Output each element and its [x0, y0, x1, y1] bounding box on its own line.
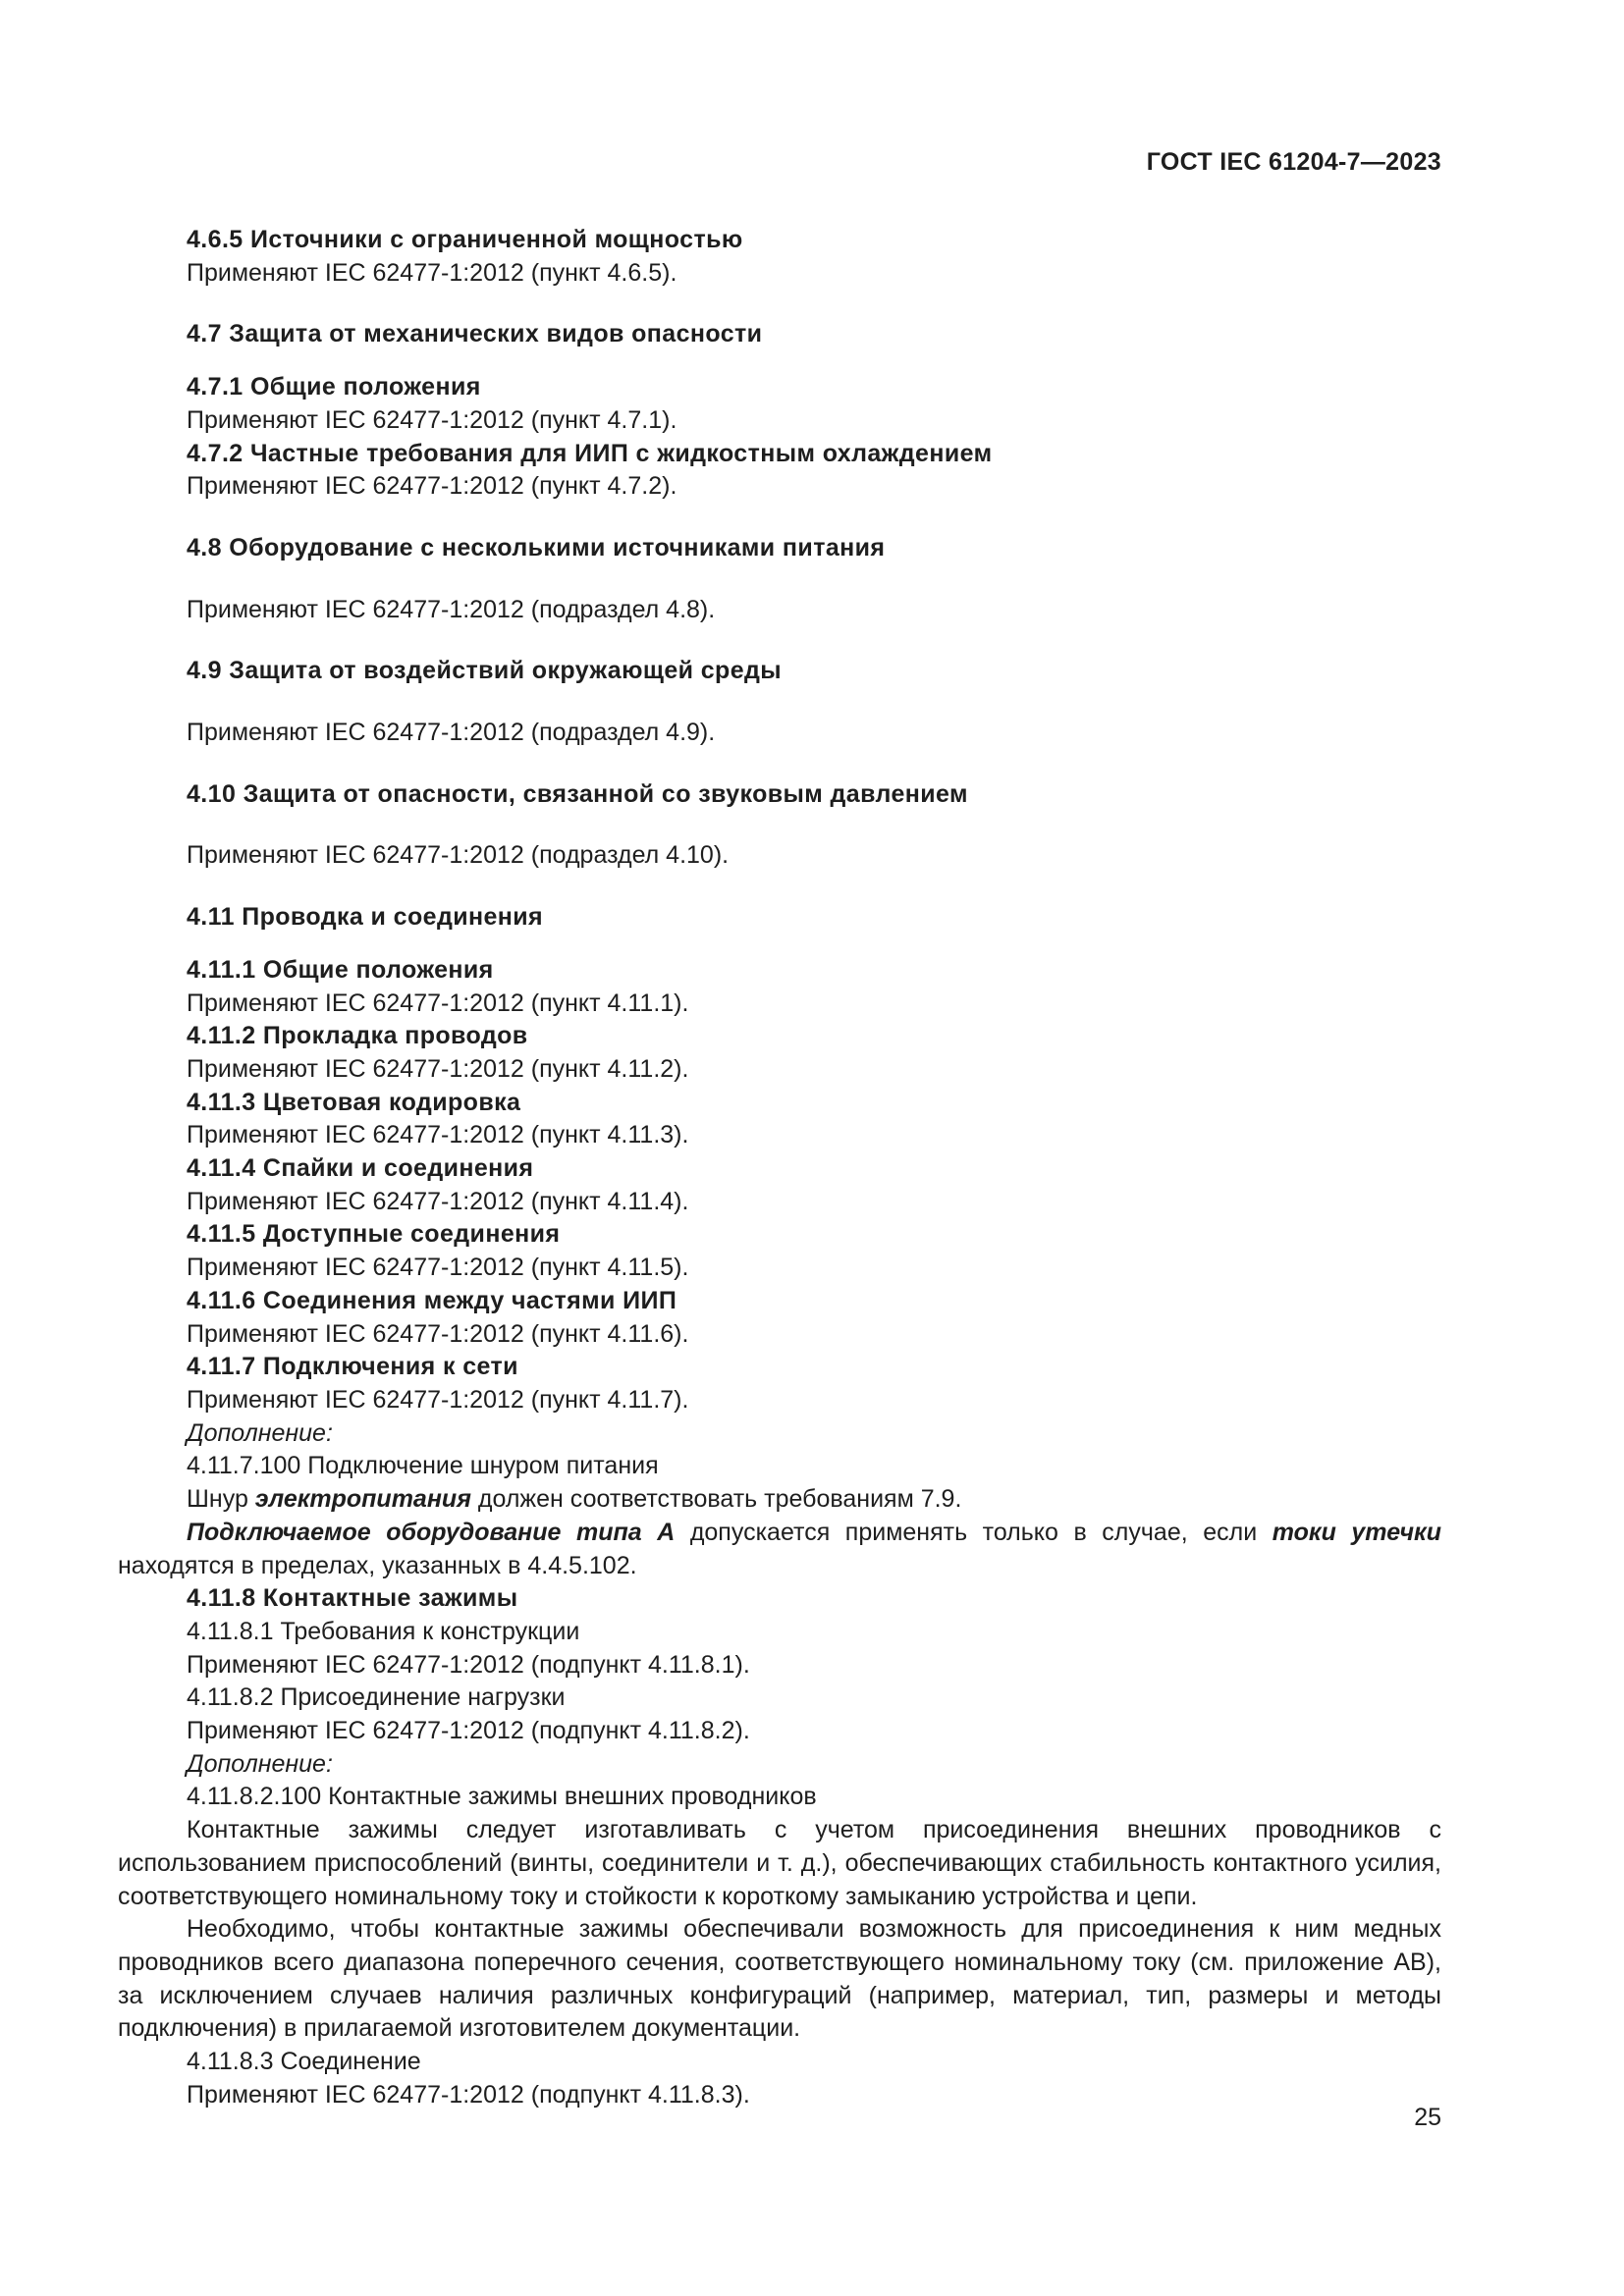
section-4-7-2-title: 4.7.2 Частные требования для ИИП с жидкостным охлаждением [187, 439, 993, 467]
equipment-text-post: находятся в пределах, указанных в 4.4.5.102. [118, 1551, 637, 1579]
document-code-header: ГОСТ IEC 61204-7—2023 [1146, 148, 1441, 176]
equipment-type-a-paragraph [118, 1517, 1441, 1582]
section-4-8-title: 4.8 Оборудование с несколькими источниками питания [187, 533, 886, 561]
section-4-11-7-addendum: Дополнение: [187, 1418, 333, 1447]
equipment-text-mid: допускается применять только в случае, если [675, 1518, 1272, 1546]
section-4-7-title: 4.7 Защита от механических видов опасности [187, 320, 763, 348]
section-4-7-1-text: Применяют IEC 62477-1:2012 (пункт 4.7.1). [187, 405, 677, 434]
section-4-11-1-title: 4.11.1 Общие положения [187, 955, 494, 984]
section-4-9-text: Применяют IEC 62477-1:2012 (подраздел 4.9). [187, 719, 716, 747]
section-4-11-6-text: Применяют IEC 62477-1:2012 (пункт 4.11.6). [187, 1319, 689, 1348]
section-4-11-3-text: Применяют IEC 62477-1:2012 (пункт 4.11.3). [187, 1121, 689, 1149]
cord-text-pre: Шнур [187, 1485, 255, 1514]
section-4-11-4-title: 4.11.4 Спайки и соединения [187, 1154, 534, 1183]
term-power-supply: электропитания [254, 1485, 471, 1514]
section-4-11-7-title: 4.11.7 Подключения к сети [187, 1353, 518, 1381]
section-4-11-8-1-text: Применяют IEC 62477-1:2012 (подпункт 4.11.8.1). [187, 1650, 750, 1679]
section-4-11-8-2-title: 4.11.8.2 Присоединение нагрузки [187, 1683, 566, 1712]
section-4-11-title: 4.11 Проводка и соединения [187, 903, 544, 932]
section-4-7-2-text: Применяют IEC 62477-1:2012 (пункт 4.7.2). [187, 472, 677, 501]
terminals-paragraph-1: Контактные зажимы следует изготавливать с учетом присоединения внешних проводников с использованием приспособлений (винты, соединители и т. д.), обеспечивающих стабильность контактного усилия, соответствующего номинальному току и стойкости к короткому замыканию устройства и цепи. [118, 1816, 1441, 1910]
section-4-11-5-title: 4.11.5 Доступные соединения [187, 1220, 561, 1249]
section-4-11-2-text: Применяют IEC 62477-1:2012 (пункт 4.11.2). [187, 1054, 689, 1083]
section-4-11-8-title: 4.11.8 Контактные зажимы [187, 1584, 518, 1613]
section-4-11-5-text: Применяют IEC 62477-1:2012 (пункт 4.11.5). [187, 1254, 689, 1282]
section-4-11-8-1-title: 4.11.8.1 Требования к конструкции [187, 1617, 580, 1645]
section-4-11-7-text: Применяют IEC 62477-1:2012 (пункт 4.11.7). [187, 1385, 689, 1414]
section-4-11-8-2-addendum: Дополнение: [187, 1749, 333, 1778]
section-4-11-8-3-title: 4.11.8.3 Соединение [187, 2048, 421, 2076]
section-4-11-3-title: 4.11.3 Цветовая кодировка [187, 1088, 521, 1116]
section-4-11-7-100-title: 4.11.7.100 Подключение шнуром питания [187, 1452, 659, 1480]
section-4-11-8-2-100-title: 4.11.8.2.100 Контактные зажимы внешних проводников [187, 1783, 817, 1811]
document-body [118, 224, 1441, 2111]
section-4-6-5-title: 4.6.5 Источники с ограниченной мощностью [187, 226, 743, 253]
section-4-11-4-text: Применяют IEC 62477-1:2012 (пункт 4.11.4). [187, 1187, 689, 1215]
section-4-11-1-text: Применяют IEC 62477-1:2012 (пункт 4.11.1). [187, 988, 689, 1017]
section-4-8-text: Применяют IEC 62477-1:2012 (подраздел 4.8). [187, 595, 716, 623]
cord-text-post: должен соответствовать требованиям 7.9. [470, 1485, 962, 1514]
power-cord-requirement [118, 1483, 1441, 1517]
term-leakage-current: токи утечки [1272, 1518, 1442, 1546]
terminals-paragraph-2: Необходимо, чтобы контактные зажимы обеспечивали возможность для присоединения к ним медных проводников всего диапазона поперечного сечения, соответствующего номинальному току (см. приложение АВ), за исключением случаев наличия различных конфигураций (например, материал, тип, размеры и методы подключения) в прилагаемой изготовителем документации. [118, 1915, 1441, 2043]
section-4-9-title: 4.9 Защита от воздействий окружающей среды [187, 657, 783, 685]
section-4-11-2-title: 4.11.2 Прокладка проводов [187, 1022, 528, 1050]
section-4-11-6-title: 4.11.6 Соединения между частями ИИП [187, 1286, 677, 1314]
section-4-7-1-title: 4.7.1 Общие положения [187, 373, 481, 401]
section-4-11-8-2-text: Применяют IEC 62477-1:2012 (подпункт 4.11.8.2). [187, 1717, 750, 1745]
term-equipment-type-a: Подключаемое оборудование типа А [187, 1518, 676, 1546]
page-number: 25 [1414, 2104, 1441, 2131]
section-4-10-title: 4.10 Защита от опасности, связанной со звуковым давлением [187, 779, 968, 808]
section-4-6-5-text: Применяют IEC 62477-1:2012 (пункт 4.6.5). [187, 258, 677, 287]
section-4-11-8-3-text: Применяют IEC 62477-1:2012 (подпункт 4.11.8.3). [187, 2080, 750, 2109]
section-4-10-text: Применяют IEC 62477-1:2012 (подраздел 4.10). [187, 841, 730, 870]
